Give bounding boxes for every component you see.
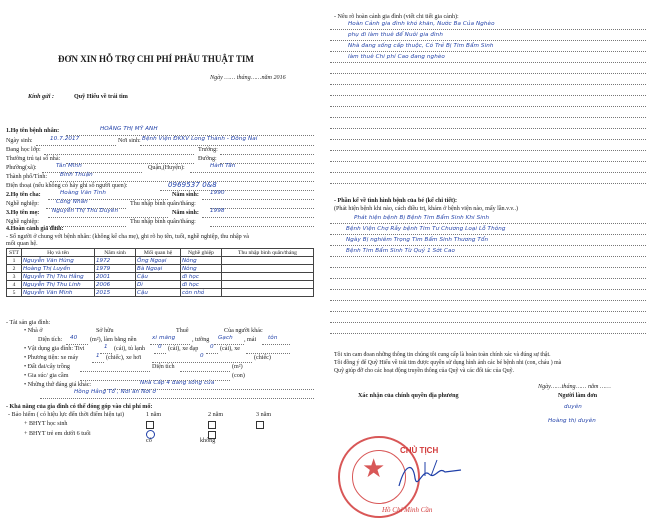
other-items-value: Nhà Cấp 4 đang sống của bbox=[140, 380, 215, 386]
dob-line bbox=[36, 145, 116, 146]
table-header: Nghề ghiệp bbox=[181, 249, 222, 257]
phone-value: 0969537 0&8 bbox=[168, 181, 217, 189]
area-unit: (m²), làm bằng nền bbox=[90, 337, 137, 343]
father-year-label: Năm sinh: bbox=[172, 192, 199, 198]
doctor-line-10 bbox=[330, 322, 646, 323]
doctor-line-4 bbox=[330, 256, 646, 257]
row-income bbox=[222, 289, 314, 297]
row-job: đi học bbox=[181, 273, 222, 281]
form-title: ĐƠN XIN HỖ TRỢ CHI PHÍ PHẪU THUẬT TIM bbox=[58, 54, 254, 64]
assets-heading: - Tài sản gia đình: bbox=[6, 320, 51, 326]
reason-line-14 bbox=[330, 172, 646, 173]
signature-name: Hoàng thị duyên bbox=[548, 418, 596, 424]
birthplace-line bbox=[140, 145, 314, 146]
row-job: Nông bbox=[181, 257, 222, 265]
doctor-line-8 bbox=[330, 300, 646, 301]
school-suffix: Trường: bbox=[198, 147, 218, 153]
land-line bbox=[80, 371, 150, 372]
other-items-value-2: Hồng Hằng Tổ , Nơi ăn Nơi ở bbox=[74, 389, 156, 395]
phone-line bbox=[160, 190, 314, 191]
items-line bbox=[246, 353, 290, 354]
child-label: + BHYT trẻ em dưới 6 tuổi bbox=[24, 431, 91, 437]
signature-short: duyên bbox=[564, 404, 582, 410]
table-header: Năm sinh bbox=[95, 249, 136, 257]
city-value: Bình Thuận bbox=[60, 172, 93, 178]
father-job-label: Nghề nghiệp: bbox=[6, 201, 40, 207]
reason-line-15 bbox=[330, 183, 646, 184]
birthplace-value: Bệnh Viện ĐKKV Long Thành - Đồng Nai bbox=[142, 136, 258, 142]
father-name: Hoàng Văn Tình bbox=[60, 190, 106, 196]
table-header: Thu nhập bình quân/tháng bbox=[222, 249, 314, 257]
other-items-line-2 bbox=[40, 398, 314, 399]
mother-income-line bbox=[210, 226, 314, 227]
items-label: • Vật dụng gia đình: Tivi bbox=[24, 346, 85, 352]
animals-suffix: (con) bbox=[232, 373, 245, 379]
row-job: Nông bbox=[181, 265, 222, 273]
year-3: 3 năm bbox=[256, 412, 272, 418]
row-income bbox=[222, 257, 314, 265]
patient-label: 1.Họ tên bệnh nhân: bbox=[6, 128, 60, 134]
doctor-line-1-text: Phát hiện bệnh Bị Bệnh Tim Bẩm Sinh Khi Sinh bbox=[354, 215, 490, 221]
land-area-line bbox=[180, 371, 230, 372]
car-line bbox=[152, 362, 252, 363]
ward-label: Phường(xã): bbox=[6, 165, 37, 171]
row-name: Nguyễn Thị Thu Hằng bbox=[22, 273, 95, 281]
doctor-line-2 bbox=[330, 234, 646, 235]
row-relation: Cậu bbox=[136, 273, 181, 281]
reason-line-9 bbox=[330, 117, 646, 118]
mother-year: 1998 bbox=[210, 208, 225, 214]
row-year: 1972 bbox=[95, 257, 136, 265]
row-name: Nguyễn Văn Minh bbox=[22, 289, 95, 297]
land-suffix: Diện tích bbox=[152, 364, 175, 370]
area-line bbox=[66, 344, 88, 345]
roof-value: tôn bbox=[268, 335, 278, 341]
bike-line bbox=[206, 353, 218, 354]
rent-label: Thuê bbox=[176, 328, 189, 334]
mother-job-label: Nghề nghiệp: bbox=[6, 219, 40, 225]
official-signature bbox=[395, 456, 465, 496]
reason-line-4-text: làm thuê Chi phí Cao đang nghèo bbox=[348, 54, 445, 60]
student-year3-checkbox[interactable] bbox=[256, 421, 264, 429]
table-row bbox=[7, 273, 314, 281]
reason-line-3-text: Nhà đang sống cấp thuộc, Có Trẻ Bị Tim Bẩm Sinh bbox=[348, 43, 494, 49]
reason-line-2 bbox=[330, 40, 646, 41]
row-year: 2015 bbox=[95, 289, 136, 297]
star-icon: ★ bbox=[362, 454, 386, 483]
mother-income-label: Thu nhập bình quân/tháng: bbox=[130, 219, 196, 225]
doctor-line-1 bbox=[330, 223, 646, 224]
district-label: Quận,(Huyện): bbox=[148, 165, 185, 171]
reason-line-1 bbox=[330, 29, 646, 30]
row-year: 1979 bbox=[95, 265, 136, 273]
roof-line bbox=[262, 344, 290, 345]
tv-line bbox=[100, 353, 112, 354]
father-year: 1990 bbox=[210, 190, 225, 196]
patient-name: HOÀNG THỊ MỸ ANH bbox=[100, 126, 158, 132]
car-value: 0 bbox=[200, 353, 204, 359]
doctor-line-3 bbox=[330, 245, 646, 246]
table-row bbox=[7, 281, 314, 289]
other-label: Của người khác bbox=[224, 328, 263, 334]
stamp-title: CHỦ TỊCH bbox=[400, 446, 439, 455]
vehicles-rest: (chiếc), xe hơi bbox=[106, 355, 142, 361]
pledge-line-2: Tôi đồng ý để Quỹ Hiểu về trái tim được quyền sử dụng hình ảnh các bé bệnh nhi (con, cháu ) mà bbox=[334, 360, 562, 366]
phone-label: Điện thoại (nếu không có hãy ghi số người quen): bbox=[6, 183, 128, 189]
items-rest-3: (cái), xe bbox=[220, 346, 240, 352]
no-label: không bbox=[200, 438, 216, 444]
school-line-2 bbox=[220, 154, 314, 155]
father-year-line bbox=[202, 199, 314, 200]
dob-value: 10.7.2017 bbox=[50, 136, 80, 142]
family-note-2: mối quan hệ. bbox=[6, 241, 38, 247]
table-header: STT bbox=[7, 249, 22, 257]
reason-line-7 bbox=[330, 95, 646, 96]
student-year1-checkbox[interactable] bbox=[146, 421, 154, 429]
mother-year-label: Năm sinh: bbox=[172, 210, 199, 216]
stamp-person: Hồ Chí Minh Cần bbox=[382, 506, 433, 514]
school-label: Đang học lớp: bbox=[6, 147, 41, 153]
wall-line bbox=[214, 344, 244, 345]
pledge-line-1: Tôi xin cam đoan những thông tin chúng tôi cung cấp là hoàn toàn chính xác và đúng sự thật. bbox=[334, 352, 551, 358]
table-header: Mối quan hệ bbox=[136, 249, 181, 257]
family-note: - Số người ở chung với bệnh nhân: (không kể cha mẹ), ghi rõ họ tên, tuổi, nghề nghiệp, thu nhập và bbox=[6, 234, 249, 240]
area-value: 40 bbox=[70, 335, 78, 341]
school-line bbox=[44, 154, 194, 155]
row-income bbox=[222, 273, 314, 281]
local-gov-label: Xác nhận của chính quyền địa phương bbox=[358, 393, 459, 399]
reason-line-13 bbox=[330, 161, 646, 162]
row-job: đi học bbox=[181, 281, 222, 289]
row-stt: 1 bbox=[7, 257, 22, 265]
land-label: • Đất đai/cây trồng bbox=[24, 364, 70, 370]
applicant-label: Người làm đơn bbox=[558, 393, 598, 399]
area-label: Diện tích: bbox=[38, 337, 63, 343]
father-income-line bbox=[210, 208, 314, 209]
own-label: Sở hữu bbox=[96, 328, 114, 334]
row-year: 2006 bbox=[95, 281, 136, 289]
row-relation: Dì bbox=[136, 281, 181, 289]
reason-line-4 bbox=[330, 62, 646, 63]
land-unit: (m²) bbox=[232, 364, 243, 370]
reason-line-1-text: Hoàn Cảnh gia đình khó khăn, Nước Ba Của Nghèo bbox=[348, 21, 495, 27]
yes-label: có bbox=[146, 438, 152, 444]
reason-line-6 bbox=[330, 84, 646, 85]
row-stt: 4 bbox=[7, 281, 22, 289]
table-header-row bbox=[7, 249, 314, 257]
mother-line bbox=[48, 217, 168, 218]
floor-line bbox=[150, 344, 190, 345]
doctor-heading: - Phần kế về tình hình bệnh của bé (kể chi tiết): bbox=[334, 198, 458, 204]
floor-value: xi măng bbox=[152, 335, 176, 341]
mother-label: 3.Họ tên mẹ: bbox=[6, 210, 40, 216]
district-line bbox=[190, 172, 314, 173]
vehicles-rest-2: (chiếc) bbox=[254, 355, 271, 361]
doctor-line-4-text: Bệnh Tim Bẩm Sinh Từ Quý 1 Sớt Cao bbox=[346, 248, 456, 254]
doctor-line-3-text: Ngày Bị nghiêm Trọng Tim Bẩm Sinh Thương Tổn bbox=[346, 237, 489, 243]
doctor-line-5 bbox=[330, 267, 646, 268]
items-rest: (cái), tủ lạnh bbox=[114, 346, 145, 352]
bhyt-label: - Bảo hiểm ( có hiệu lực đến thời điểm hiện tại) bbox=[8, 412, 125, 418]
row-name: Nguyễn Văn Hùng bbox=[22, 257, 95, 265]
row-job: còn nhỏ bbox=[181, 289, 222, 297]
reason-line-11 bbox=[330, 139, 646, 140]
row-stt: 3 bbox=[7, 273, 22, 281]
house-label: • Nhà ở bbox=[24, 328, 43, 334]
student-year2-checkbox[interactable] bbox=[208, 421, 216, 429]
fridge-value: 0 bbox=[158, 344, 162, 350]
tv-value: 1 bbox=[104, 344, 108, 350]
doctor-line-9 bbox=[330, 311, 646, 312]
table-row bbox=[7, 257, 314, 265]
row-relation: Ông Ngoại bbox=[136, 257, 181, 265]
mother-year-line bbox=[202, 217, 314, 218]
birthplace-label: Nơi sinh: bbox=[118, 138, 141, 144]
address-suffix: Đường: bbox=[198, 156, 217, 162]
father-income-label: Thu nhập bình quân/tháng: bbox=[130, 201, 196, 207]
wall-value: Gạch bbox=[218, 335, 233, 341]
family-heading: 4.Hoàn cảnh gia đình: bbox=[6, 226, 64, 232]
row-stt: 5 bbox=[7, 289, 22, 297]
family-table bbox=[6, 248, 314, 297]
reason-line-12 bbox=[330, 150, 646, 151]
year-1: 1 năm bbox=[146, 412, 162, 418]
address-label: Thường trú tại số nhà: bbox=[6, 156, 61, 162]
student-label: + BHYT học sinh bbox=[24, 421, 68, 427]
reason-line-8 bbox=[330, 106, 646, 107]
reason-line-5 bbox=[330, 73, 646, 74]
ward-value: Tân Minh bbox=[56, 163, 82, 169]
mother-name: Nguyễn Thị Thu Duyên bbox=[52, 208, 119, 214]
motorbike-line bbox=[92, 362, 104, 363]
row-income bbox=[222, 265, 314, 273]
row-relation: Bà Ngoại bbox=[136, 265, 181, 273]
insurance-heading: - Khả năng của gia đình có thể đóng góp vào chi phí mổ: bbox=[6, 404, 153, 410]
bike-value: 0 bbox=[210, 344, 214, 350]
row-year: 2001 bbox=[95, 273, 136, 281]
dob-label: Ngày sinh: bbox=[6, 138, 33, 144]
row-name: Hoàng Thị Luyến bbox=[22, 265, 95, 273]
table-header: Họ và tên bbox=[22, 249, 95, 257]
row-income bbox=[222, 281, 314, 289]
doctor-sub: (Phát hiện bệnh khi nào, cách điều trị, khám ở bệnh viện nào, mấy lần.v.v..) bbox=[334, 206, 519, 212]
address-line bbox=[66, 163, 194, 164]
row-stt: 2 bbox=[7, 265, 22, 273]
reason-heading: - Nêu rõ hoàn cảnh gia đình (viết chi tiết gia cảnh): bbox=[334, 14, 459, 20]
row-name: Nguyễn Thị Thu Linh bbox=[22, 281, 95, 289]
year-2: 2 năm bbox=[208, 412, 224, 418]
sign-date: Ngày……tháng…… năm …… bbox=[538, 384, 611, 390]
other-items-label: • Những thứ đáng giá khác: bbox=[24, 382, 92, 388]
row-relation: Cậu bbox=[136, 289, 181, 297]
motorbike-value: 1 bbox=[96, 353, 100, 359]
father-label: 2.Họ tên cha: bbox=[6, 192, 41, 198]
reason-line-10 bbox=[330, 128, 646, 129]
pledge-line-3: Quỹ giúp đỡ cho các hoạt động truyền thông của Quỹ và các đối tác của Quỹ. bbox=[334, 368, 514, 374]
doctor-line-11 bbox=[330, 333, 646, 334]
left-column bbox=[0, 0, 318, 529]
table-row bbox=[7, 265, 314, 273]
city-label: Thành phố/Tỉnh: bbox=[6, 174, 48, 180]
animals-label: • Gia súc/ gia cầm bbox=[24, 373, 69, 379]
roof-label: , mái bbox=[244, 337, 257, 343]
vehicles-label: • Phương tiện: xe máy bbox=[24, 355, 79, 361]
table-row bbox=[7, 289, 314, 297]
reason-line-3 bbox=[330, 51, 646, 52]
doctor-line-6 bbox=[330, 278, 646, 279]
greeting-to: Quỹ Hiểu về trái tim bbox=[74, 94, 128, 100]
district-value: Hàm Tân bbox=[210, 163, 236, 169]
doctor-line-7 bbox=[330, 289, 646, 290]
reason-line-2-text: phụ đi làm thuê để Nuôi gia đình bbox=[348, 32, 443, 38]
doctor-line-2-text: Bệnh Viện Chợ Rẫy bệnh Tim Tư Chương Loại Lỗ Thông bbox=[346, 226, 506, 232]
fridge-line bbox=[154, 353, 166, 354]
date-line: Ngày …… tháng……năm 2016 bbox=[210, 75, 286, 81]
items-rest-2: (cái), xe đạp bbox=[168, 346, 199, 352]
wall-label: , tường bbox=[192, 337, 210, 343]
greeting-label: Kính gửi : bbox=[28, 94, 55, 100]
father-job: Công Nhân bbox=[56, 199, 88, 205]
